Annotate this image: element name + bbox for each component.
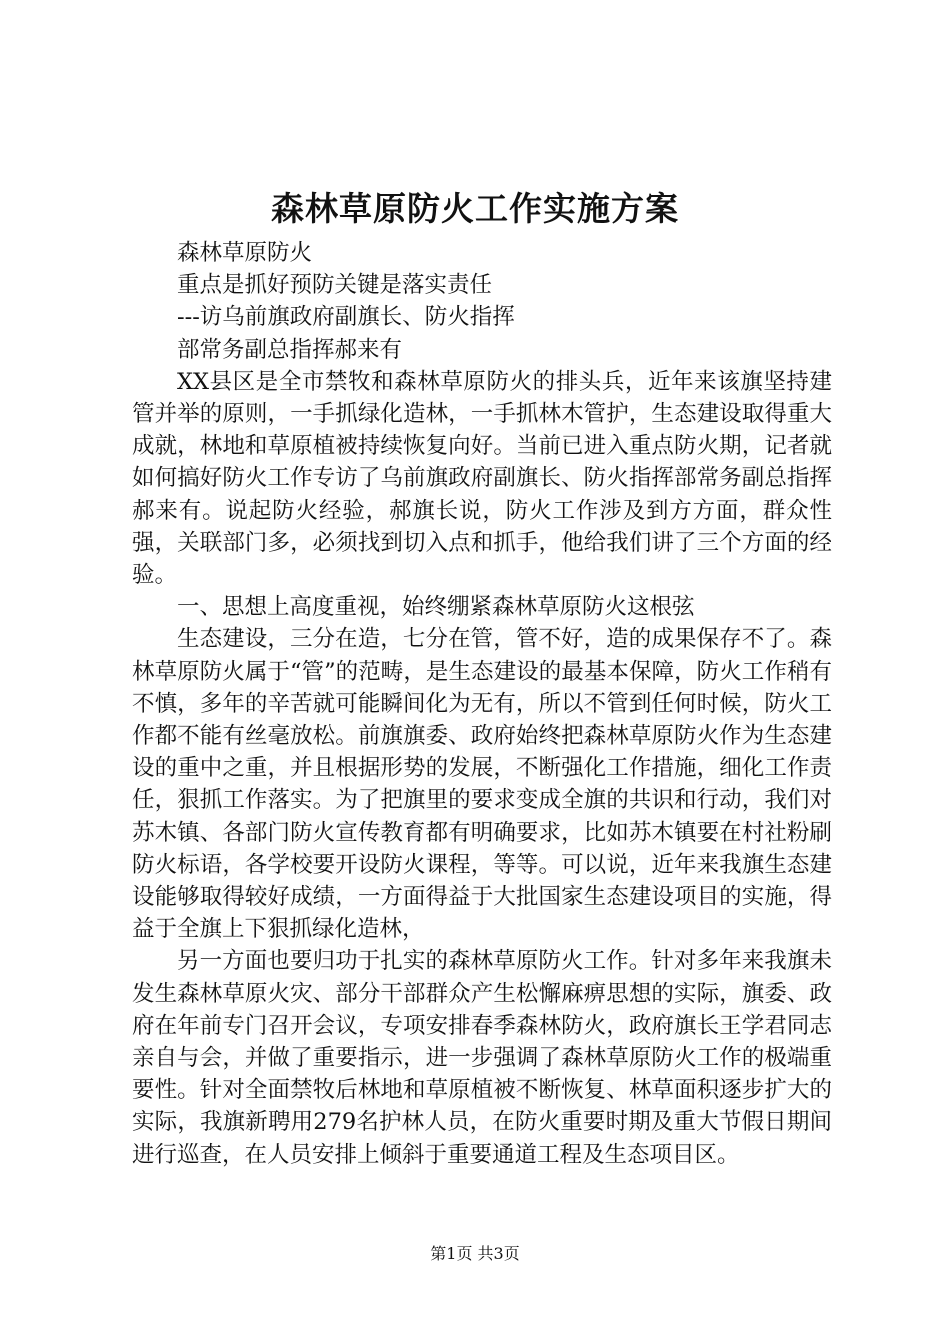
subtitle-line: ---访乌前旗政府副旗长、防火指挥 bbox=[177, 304, 515, 331]
subtitle-line: 森林草原防火 bbox=[177, 240, 313, 266]
page-number-footer: 第1页 共3页 bbox=[430, 1244, 520, 1263]
section-heading: 一、思想上高度重视，始终绷紧森林草原防火这根弦 bbox=[177, 594, 695, 621]
body-paragraph: 生态建设，三分在造，七分在管，管不好，造的成果保存不了。森林草原防火属于“管”的范畴，是生态建设的最基本保障，防火工作稍有不慎，多年的辛苦就可能瞬间化为无有，所以不管到任何时候，防火工作都不能有丝毫放松。前旗旗委、政府始终把森林草原防火作为生态建设的重中之重，并且根据形势的发展，不断强化工作措施，细化工作责任，狠抓工作落实。为了把旗里的要求变成全旗的共识和行动，我们对苏木镇、各部门防火宣传教育都有明确要求，比如苏木镇要在村社粉刷防火标语，各学校要开设防火课程，等等。可以说，近年来我旗生态建设能够取得较好成绩，一方面得益于大批国家生态建设项目的实施，得益于全旗上下狠抓绿化造林， bbox=[132, 626, 832, 943]
body-paragraph: XX县区是全市禁牧和森林草原防火的排头兵，近年来该旗坚持建管并举的原则，一手抓绿化造林，一手抓林木管护，生态建设取得重大成就，林地和草原植被持续恢复向好。当前已进入重点防火期，记者就如何搞好防火工作专访了乌前旗政府副旗长、防火指挥部常务副总指挥郝来有。说起防火经验，郝旗长说，防火工作涉及到方方面，群众性强，关联部门多，必须找到切入点和抓手，他给我们讲了三个方面的经验。 bbox=[132, 368, 832, 589]
subtitle-line: 部常务副总指挥郝来有 bbox=[177, 336, 403, 363]
subtitle-line: 重点是抓好预防关键是落实责任 bbox=[177, 272, 493, 299]
document-body bbox=[132, 237, 832, 1171]
body-paragraph: 另一方面也要归功于扎实的森林草原防火工作。针对多年来我旗未发生森林草原火灾、部分干部群众产生松懈麻痹思想的实际，旗委、政府在年前专门召开会议，专项安排春季森林防火，政府旗长王学君同志亲自与会，并做了重要指示，进一步强调了森林草原防火工作的极端重要性。针对全面禁牧后林地和草原植被不断恢复、林草面积逐步扩大的实际，我旗新聘用279名护林人员，在防火重要时期及重大节假日期间进行巡查，在人员安排上倾斜于重要通道工程及生态项目区。 bbox=[132, 948, 832, 1168]
document-title: 森林草原防火工作实施方案 bbox=[271, 189, 679, 228]
